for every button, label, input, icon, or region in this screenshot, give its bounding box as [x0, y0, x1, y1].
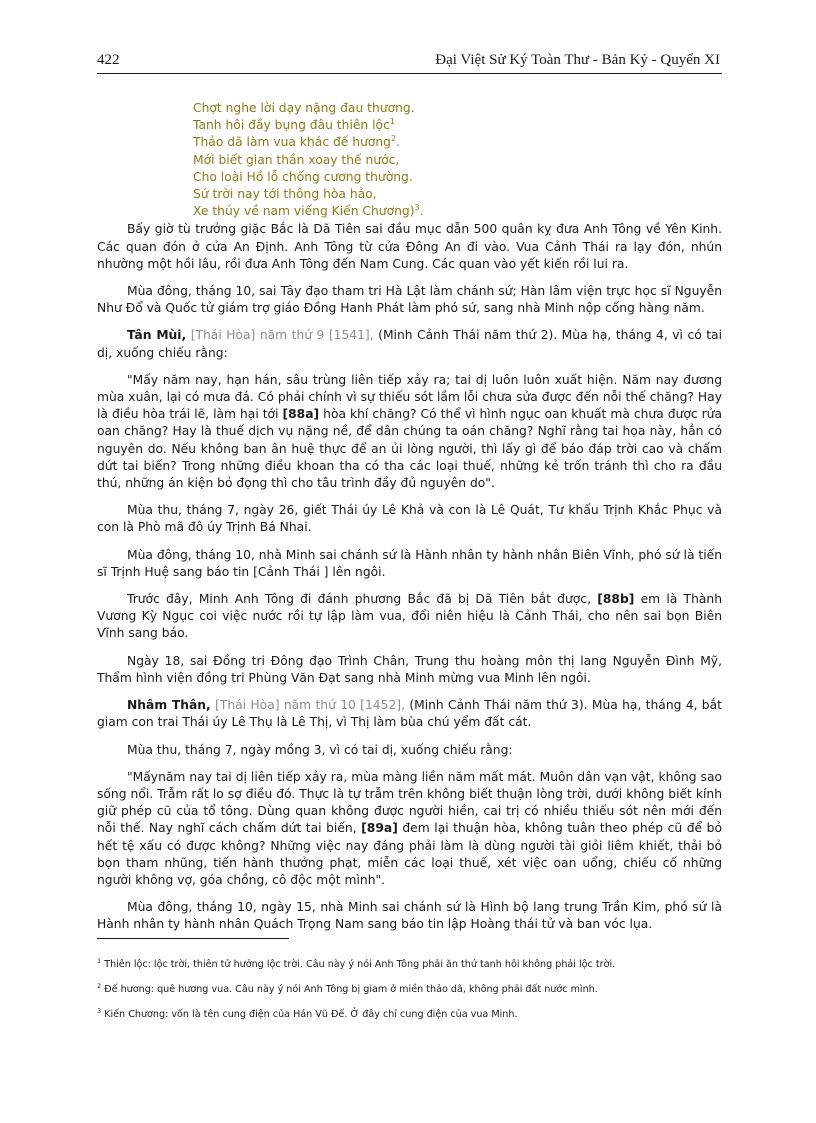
header-rule — [97, 73, 722, 74]
paragraph: Mùa thu, tháng 7, ngày 26, giết Thái úy Lê Khả và con là Lê Quát, Tư khấu Trịnh Khắc Phục và con là Phò mã đô úy Trịnh Bá Nhai. — [97, 503, 722, 535]
page-number: 422 — [97, 52, 120, 68]
era-label: [Thái Hòa] năm thứ 9 [1541], — [190, 328, 374, 343]
footnote-ref[interactable]: 2 — [391, 134, 397, 144]
era-label: [Thái Hòa] năm thứ 10 [1452], — [215, 698, 405, 713]
paragraph: Mùa đông, tháng 10, nhà Minh sai chánh sứ là Hành nhân ty hành nhân Biên Vĩnh, phó sứ là tiến sĩ Trịnh Huệ sang báo tin [Cảnh Thái ] lên ngôi. — [97, 547, 722, 579]
folio-marker: [88a] — [282, 407, 320, 422]
poem-line: Tanh hôi đầy bụng đâu thiên lộc$^1$ — [193, 117, 395, 133]
paragraph: Bấy giờ tù trưởng giặc Bắc là Dã Tiên sai đầu mục dẫn 500 quân kỵ đưa Anh Tông về Yên Kinh. Các quan đón ở cửa An Định. Anh Tông từ cửa Đông An đi vào. Vua Cảnh Thái ra lạy đón, nhún nhường một hồi lâu, rồi đưa Anh Tông đến Nam Cung. Các quan vào yết kiến rồi lui ra. — [97, 222, 722, 271]
paragraph: Mùa đông, tháng 10, ngày 15, nhà Minh sai chánh sứ là Hình bộ lang trung Trần Kim, phó sứ là Hành nhân ty hành nhân Quách Trọng Nam sang báo tin lập Hoàng thái tử và ban vóc lụa. — [97, 900, 722, 932]
poem-line: Sứ trời nay tới thông hòa hảo, — [193, 187, 377, 202]
poem-line: Xe thúy về nam viếng Kiến Chương)$^3$. — [193, 203, 424, 219]
folio-marker: [89a] — [361, 821, 398, 836]
poem-line: Mới biết gian thần xoay thế nước, — [193, 152, 400, 167]
paragraph: Trước đây, Minh Anh Tông đi đánh phương Bắc đã bị Dã Tiên bắt được, [88b] em là Thành Vương Kỳ Ngục coi việc nước rồi tự lập làm vua, đổi niên hiệu là Cảnh Thái, cho nên sai bọn Biên Vĩnh sang báo. — [97, 592, 722, 641]
paragraph: Nhâm Thân, [Thái Hòa] năm thứ 10 [1452], (Minh Cảnh Thái năm thứ 3). Mùa hạ, tháng 4, bắt giam con trai Thái úy Lê Thụ là Lê Thị, vì Thị làm bùa chú yểm đất cát. — [97, 698, 722, 730]
poem — [193, 100, 722, 220]
page-header — [97, 50, 722, 72]
edict-quote: "Mấy năm nay, hạn hán, sâu trùng liên tiếp xảy ra; tai dị luôn luôn xuất hiện. Năm nay đương mùa xuân, lại có mưa đá. Có phải chính vì sự thiếu sót lầm lỗi chưa sửa được đến nỗi thế chăng? Hay là điều hòa trái lẽ, làm hại tới [88a] hòa khí chăng? Có thể vì hình ngục oan khuất mà chưa được rửa oan chăng? Hay là thuế dịch vụ nặng nề, để dân chúng ta oán chăng? Nghĩ rằng tai họa này, hẳn có nguyên do. Nếu không ban ân huệ thực để an ủi lòng người, thì lấy gì để báo đáp trời cao và chấm dứt tai biến? Trong những điều khoan tha có tha các loại thuế, những kẻ trốn tránh thì cho ra đầu thú, những án kiện bỏ đọng thì cho tâu trình đầy đủ nguyên do". — [97, 372, 722, 491]
paragraph: Tân Mùi, [Thái Hòa] năm thứ 9 [1541], (Minh Cảnh Thái năm thứ 2). Mùa hạ, tháng 4, vì có tai dị, xuống chiếu rằng: — [97, 328, 722, 360]
footnote: $^2$ Đế hương: quê hương vua. Câu này ý nói Anh Tông bị giam ở miền thảo dã, không phải đất nước mình. — [97, 982, 598, 996]
year-heading: Nhâm Thân, — [127, 698, 211, 713]
year-heading: Tân Mùi, — [127, 328, 187, 343]
paragraph: Ngày 18, sai Đồng tri Đông đạo Trình Chân, Trung thu hoàng môn thị lang Nguyễn Đình Mỹ, Thẩm hình viện đồng tri Phùng Văn Đạt sang nhà Minh mừng vua Minh lên ngôi. — [97, 653, 722, 685]
edict-quote: "Mấynăm nay tai dị liên tiếp xảy ra, mùa màng liền năm mất mát. Muôn dân vạn vật, không sao sống nổi. Trẫm rất lo sợ điều đó. Thực là tự trẫm trên không biết thuận lòng trời, dưới không biết kính giữ phép cũ của tổ tông. Dùng quan không được người hiền, cai trị có nhiều thiếu sót nên mới đến nỗi thế. Nay nghĩ cách chấm dứt tai biến, [89a] đem lại thuận hòa, không tuân theo phép cũ để bỏ hết tệ xấu có được không? Những việc nay đáng phải làm là dùng người tài giỏi liêm khiết, thải bỏ bọn tham nhũng, tiến hành thưởng phạt, miễn các loại thuế, xét việc oan uổng, chiếu cố những người không vợ, góa chồng, cô độc một mình". — [97, 769, 722, 887]
paragraph: Mùa thu, tháng 7, ngày mồng 3, vì có tai dị, xuống chiếu rằng: — [127, 742, 513, 757]
footnote-separator — [97, 938, 289, 939]
poem-line: Chợt nghe lời dạy nặng đau thương. — [193, 101, 415, 115]
footnote-ref[interactable]: 3 — [414, 203, 420, 213]
poem-line: Cho loài Hồ lỗ chống cương thường. — [193, 169, 413, 184]
poem-line: Thảo dã làm vua khác đế hương$^2$. — [193, 134, 401, 150]
paragraph: Mùa đông, tháng 10, sai Tây đạo tham tri Hà Lật làm chánh sứ; Hàn lâm viện trực học sĩ Nguyễn Như Đổ và Quốc tử giám trợ giáo Đồng Hanh Phát làm phó sứ, sang nhà Minh nộp cống hàng năm. — [97, 284, 722, 316]
footnote-ref[interactable]: 1 — [389, 117, 395, 127]
running-title: Đại Việt Sử Ký Toàn Thư - Bản Kỷ - Quyển XI — [435, 52, 720, 68]
footnotes — [97, 955, 722, 1031]
footnote: $^1$ Thiên lộc: lộc trời, thiên tử hưởng lộc trời. Câu này ý nói Anh Tông phải ăn thứ tanh hôi không phải lộc trời. — [97, 957, 616, 971]
footnote: $^3$ Kiến Chương: vốn là tên cung điện của Hán Vũ Đế. Ở đây chỉ cung điện của vua Minh. — [97, 1007, 518, 1021]
folio-marker: [88b] — [597, 592, 635, 607]
main-text — [97, 100, 722, 944]
